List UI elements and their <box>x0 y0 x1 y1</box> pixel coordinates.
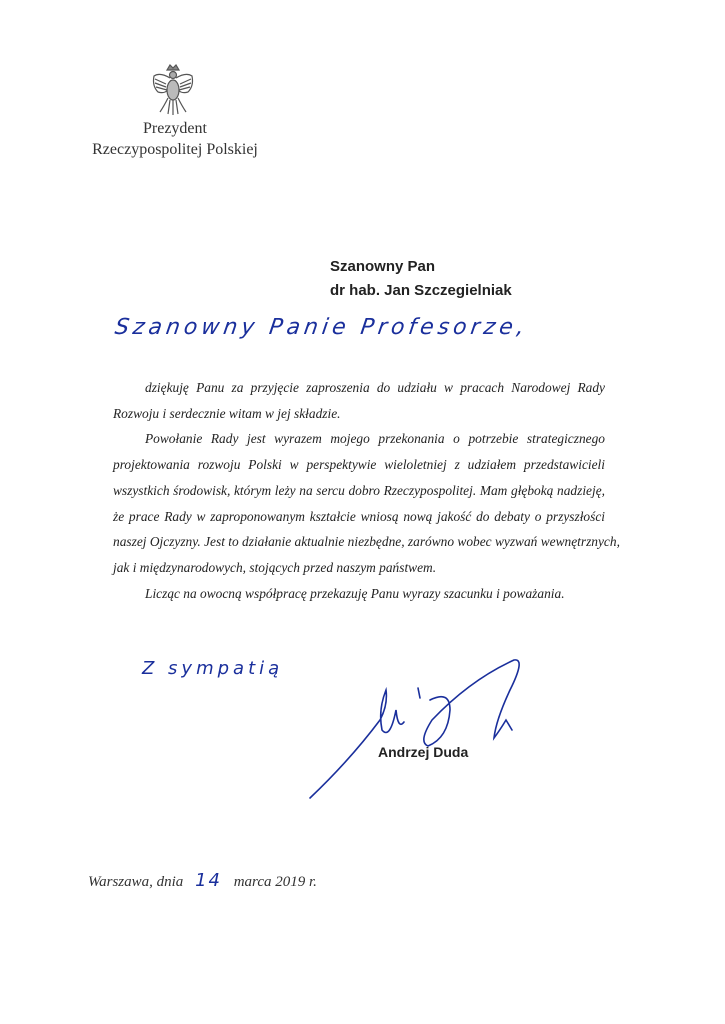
body-line: dziękuję Panu za przyjęcie zaproszenia do udziału w pracach Narodowej Rady <box>145 380 605 395</box>
body-line: Licząc na owocną współpracę przekazuję Panu wyrazy szacunku i poważania. <box>145 585 565 601</box>
signature <box>300 650 540 810</box>
letter-date <box>88 870 317 891</box>
letterhead-title: Prezydent <box>143 120 207 137</box>
body-line: wszystkich środowisk, którym leży na sercu dobro Rzeczypospolitej. Mam głęboką nadzieję, <box>113 482 605 498</box>
body-line: Rozwoju i serdecznie witam w jej składzie. <box>113 405 341 421</box>
date-prefix: Warszawa, dnia <box>88 874 184 890</box>
handwritten-closing: Z sympatią <box>142 658 284 679</box>
date-suffix: marca 2019 r. <box>233 874 317 890</box>
letter-body <box>113 375 620 606</box>
recipient-salutation: Szanowny Pan <box>330 258 436 275</box>
body-line: naszej Ojczyzny. Jest to działanie aktualnie niezbędne, zarówno wobec wyzwań wewnętrznych, <box>113 534 620 550</box>
date-day: 14 <box>195 870 222 891</box>
body-line: jak i międzynarodowych, stojących przed naszym państwem. <box>113 559 437 575</box>
signatory-name: Andrzej Duda <box>378 744 469 760</box>
letterhead-subtitle: Rzeczypospolitej Polskiej <box>92 141 258 158</box>
body-line: projektowania rozwoju Polski w perspektywie wieloletniej z udziałem przedstawicieli <box>113 457 605 473</box>
polish-eagle-emblem-icon <box>150 62 196 118</box>
recipient-name: dr hab. Jan Szczegielniak <box>330 282 512 299</box>
body-line: Powołanie Rady jest wyrazem mojego przekonania o potrzebie strategicznego <box>145 431 605 447</box>
body-line: że prace Rady w zaproponowanym kształcie wniosą nową jakość do debaty o przyszłości <box>113 508 605 524</box>
handwritten-salutation: Szanowny Panie Profesorze, <box>113 315 530 340</box>
